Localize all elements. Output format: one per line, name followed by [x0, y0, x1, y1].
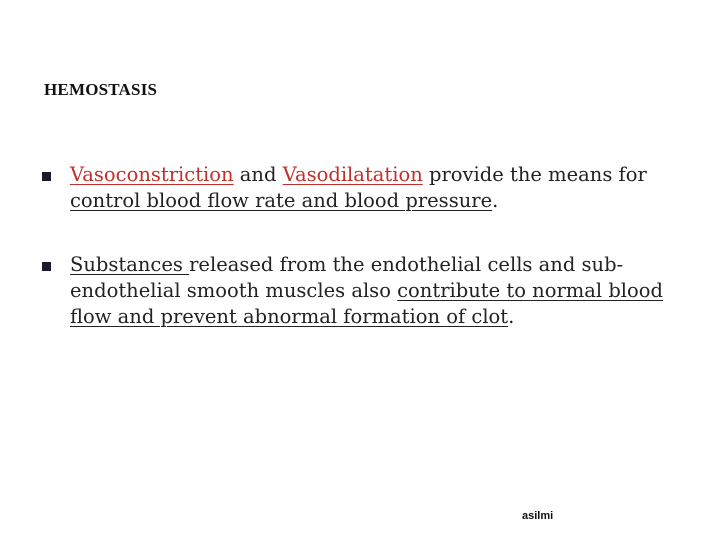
text-segment: .	[508, 305, 515, 328]
term-vasodilatation: Vasodilatation	[282, 163, 423, 186]
underlined-phrase: control blood flow rate and blood pressure	[70, 189, 493, 212]
text-segment: released from the endothelial cells and sub-endothelial smooth muscles also	[70, 253, 624, 302]
bullet-item	[40, 162, 680, 214]
square-bullet-icon	[42, 172, 51, 181]
bullet-text	[70, 163, 647, 212]
bullet-item	[40, 252, 680, 330]
term-vasoconstriction: Vasoconstriction	[70, 163, 234, 186]
text-segment: provide the means for	[422, 163, 647, 186]
footer-author: asilmi	[522, 510, 554, 522]
text-segment: and	[233, 163, 283, 186]
text-segment: .	[492, 189, 499, 212]
underlined-phrase: Substances	[70, 253, 190, 276]
underlined-phrase: contribute to normal blood flow and prevent abnormal formation of clot	[70, 279, 663, 328]
slide-title: HEMOSTASIS	[44, 80, 158, 99]
bullet-text	[70, 253, 663, 328]
bullet-list	[40, 162, 680, 368]
square-bullet-icon	[42, 262, 51, 271]
